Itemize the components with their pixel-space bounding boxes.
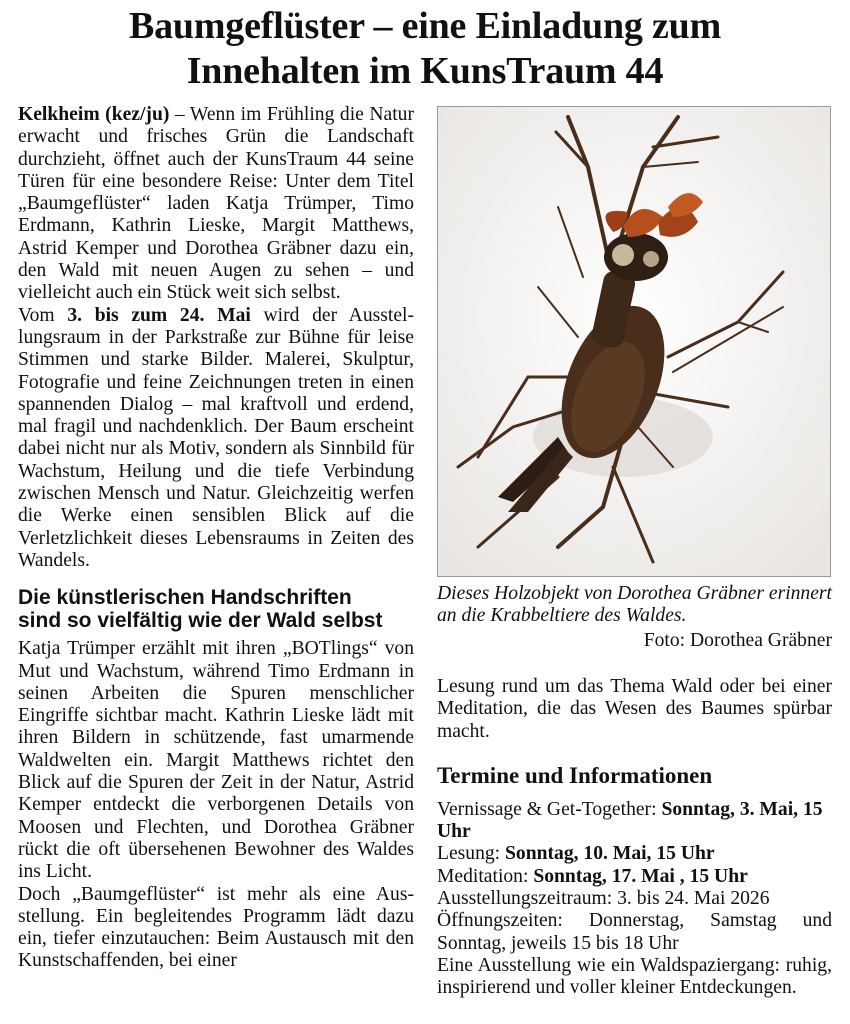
lesung-label: Lesung:	[437, 843, 506, 865]
subheading	[18, 586, 414, 632]
photo-credit: Foto: Dorothea Gräbner	[643, 629, 832, 651]
program-paragraph-continued: Lesung rund um das Thema Wald oder bei einer Meditation, die das Wesen des Baumes spürbar macht.	[437, 676, 832, 742]
photo-caption	[437, 583, 832, 652]
exhibition-paragraph	[18, 305, 414, 573]
lesung-line	[437, 843, 832, 865]
artists-paragraph: Katja Trümper erzählt mit ihren „BOTlings“ von Mut und Wachstum, während Timo Erdmann in seinen Arbeiten die Spuren menschlicher Eingriffe sichtbar macht. Kathrin Lieske lädt mit ihren Bildern in schützende, fast umarmende Waldwelten ein. Margit Matthews richtet den Blick auf die Spuren der Zeit in der Natur, Astrid Kemper entdeckt die verborgenen Details von Moosen und Flechten, und Dorothea Gräbner rückt die oft übersehenen Bewohner des Waldes ins Licht.	[18, 638, 414, 883]
vernissage-value: Sonntag, 3. Mai, 15 Uhr	[437, 798, 823, 843]
subheading-line-2: sind so vielfältig wie der Wald selbst	[18, 609, 383, 633]
meditation-value: Sonntag, 17. Mai , 15 Uhr	[533, 865, 748, 887]
lesung-value: Sonntag, 10. Mai, 15 Uhr	[505, 843, 715, 865]
subheading-line-1: Die künstlerischen Handschriften	[18, 586, 352, 610]
wood-insect-sculpture-image	[438, 107, 830, 576]
dateline: Kelkheim (kez/ju)	[18, 104, 170, 125]
para2-prefix: Vom	[18, 304, 68, 326]
para2-text: wird der Ausstellungsraum in der Parkstraße zur Bühne für leise Stimmen und starke Bilder. Malerei, Skulptur, Fotografie und feine Zeichnungen treten in einen spannenden Dialog – mal kraftvoll und erdend, mal fragil und nachdenklich. Der Baum erscheint dabei nicht nur als Motiv, sondern als Sinnbild für Wachstum, Heilung und die tiefe Verbindung zwischen Mensch und Natur. Gleichzeitig werfen die Werke einen sensiblen Blick auf die Verletzlichkeit dieses Lebensraums in Zeiten des Wandels.	[18, 304, 414, 571]
vernissage-line	[437, 799, 832, 844]
headline-line-2: Innehalten im KunsTraum 44	[186, 50, 664, 92]
article-left-column	[18, 104, 414, 973]
closing-line: Eine Ausstellung wie ein Waldspaziergang: ruhig, inspirierend und voller kleiner Entdeckungen.	[437, 954, 832, 999]
vernissage-label: Vernissage & Get-Together:	[437, 798, 662, 820]
caption-text: Dieses Holzobjekt von Dorothea Gräbner erinnert an die Krabbeltiere des Waldes.	[437, 583, 832, 627]
program-paragraph: Doch „Baumgeflüster“ ist mehr als eine Ausstellung. Ein begleitendes Programm lädt dazu ein, tiefer einzutauchen: Beim Austausch mit den Kunstschaffenden, bei einer	[18, 883, 414, 972]
intro-text: – Wenn im Frühling die Natur erwacht und frisches Grün die Landschaft durchzieht, öffnet auch der KunsTraum 44 seine Türen für eine besondere Reise: Unter dem Titel „Baumgeflüster“ laden Katja Trümper, Timo Erdmann, Kathrin Lieske, Margit Matthews, Astrid Kemper und Dorothea Gräbner dazu ein, den Wald mit neuen Augen zu sehen – und vielleicht auch ein Stück weit sich selbst.	[18, 104, 414, 304]
intro-paragraph	[18, 104, 414, 305]
exhibition-dates: 3. bis zum 24. Mai	[67, 304, 251, 326]
exhibition-period: Ausstellungszeitraum: 3. bis 24. Mai 2026	[437, 888, 770, 910]
headline	[0, 4, 850, 94]
headline-line-1: Baumgeflüster – eine Einladung zum	[128, 5, 722, 47]
info-heading: Termine und Informationen	[437, 762, 713, 788]
meditation-line	[437, 866, 832, 888]
artwork-photo	[437, 106, 831, 577]
article-right-column	[437, 676, 832, 1000]
meditation-label: Meditation:	[437, 865, 534, 887]
opening-hours: Öffnungszeiten: Donnerstag, Samstag und Sonntag, jeweils 15 bis 18 Uhr	[437, 910, 832, 954]
